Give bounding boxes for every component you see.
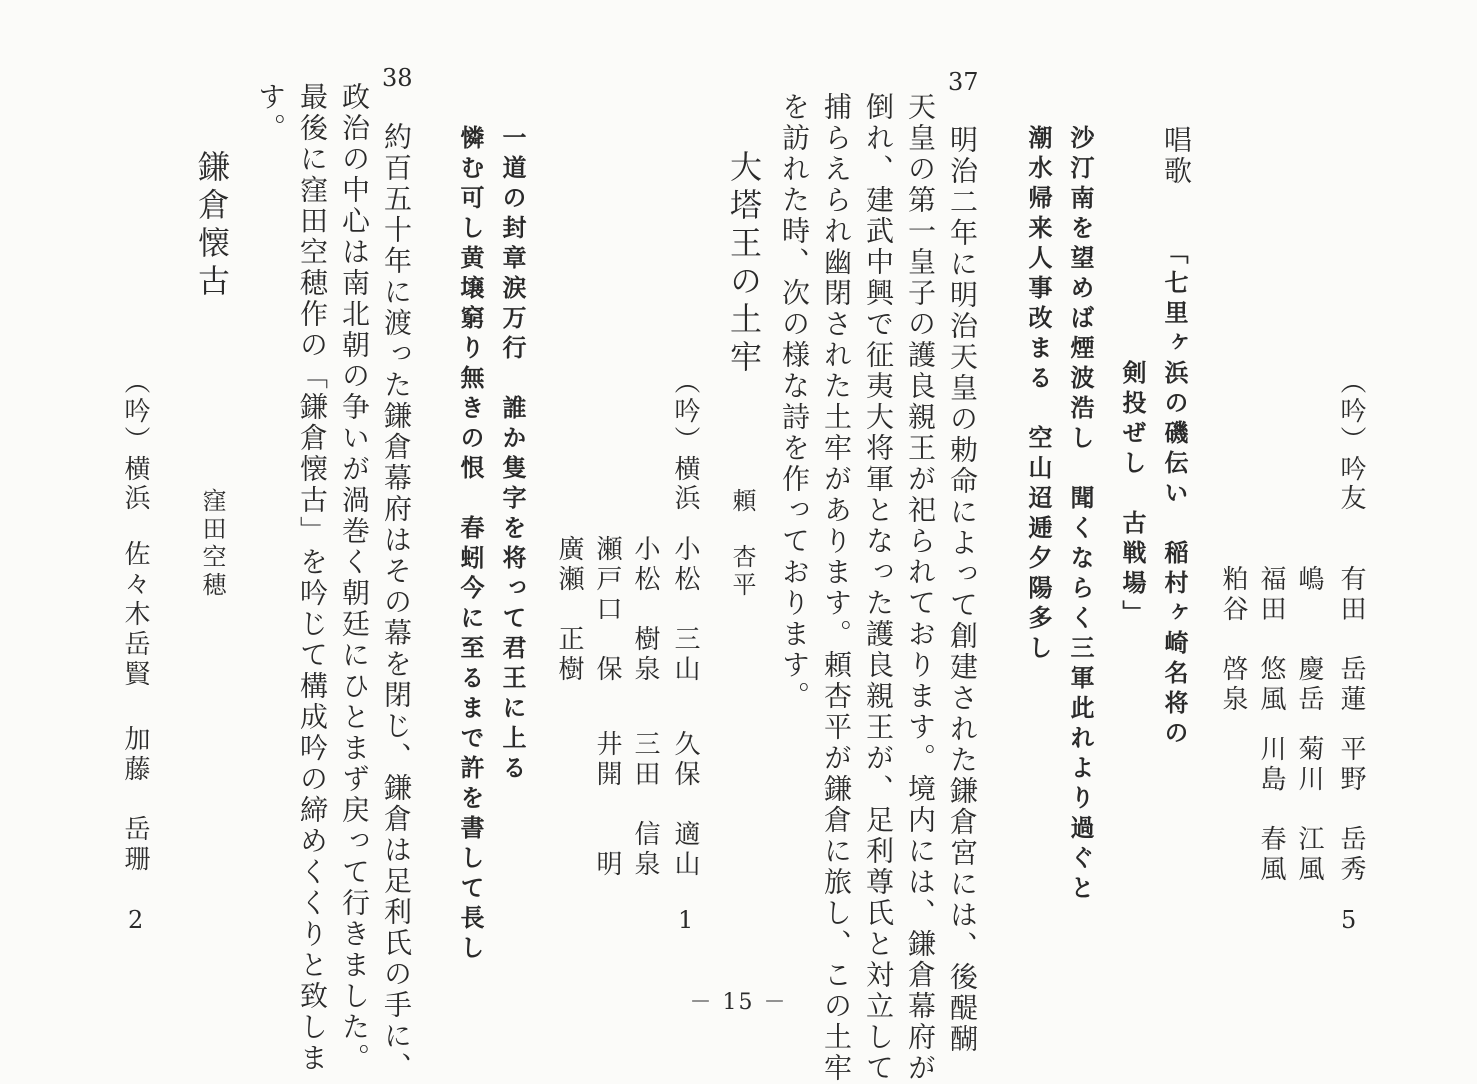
narration-line: を訪れた時、次の様な詩を作っております。 xyxy=(778,92,811,712)
item-number: 37 xyxy=(948,68,979,96)
sec5-group-label: （吟）吟友 xyxy=(1336,368,1366,513)
member-name: 粕谷 啓泉 xyxy=(1218,565,1248,715)
item-number: 2 xyxy=(128,906,144,934)
song-label: 唱歌 xyxy=(1160,125,1193,187)
member-name: 廣瀬 正樹 xyxy=(554,535,584,685)
poem-title: 鎌倉懐古 xyxy=(193,150,231,302)
poem-author: 窪田空穂 xyxy=(198,488,226,600)
song-title-cont: 剣投ぜし 古戦場」 xyxy=(1118,360,1146,630)
item-number: 5 xyxy=(1341,906,1357,934)
member-name: 井開 明 xyxy=(592,730,622,880)
page-number: － 15 － xyxy=(689,990,788,1015)
member-name: 有田 岳蓮 xyxy=(1336,565,1366,715)
group-label: （吟）横浜 xyxy=(670,368,700,513)
narration-line: す。 xyxy=(254,82,287,144)
narration-line: 最後に窪田空穂作の「鎌倉懐古」を吟じて構成吟の締めくくりと致しま xyxy=(296,82,329,1074)
poem-line: 憐む可し黄壌窮り無きの恨 春蚓今に至るまで許を書して長し xyxy=(456,125,484,965)
narration-line: 天皇の第一皇子の護良親王が祀られております。境内には、鎌倉幕府が xyxy=(904,92,937,1084)
member-name: 瀬戸口 保 xyxy=(592,535,622,685)
member-name: 川島 春風 xyxy=(1256,735,1286,885)
member-name: 三田 信泉 xyxy=(630,730,660,880)
narration-line: 約百五十年に渡った鎌倉幕府はその幕を閉じ、鎌倉は足利氏の手に、 xyxy=(380,122,413,1083)
poem-title: 大塔王の土牢 xyxy=(725,150,763,378)
member-name: 菊川 江風 xyxy=(1294,735,1324,885)
narration-line: 明治二年に明治天皇の勅命によって創建された鎌倉宮には、後醍醐 xyxy=(946,125,979,1055)
song-title: 「七里ヶ浜の磯伝い 稲村ヶ崎名将の xyxy=(1160,240,1188,750)
item-number: 38 xyxy=(382,64,413,92)
poem-author: 頼 杏平 xyxy=(728,488,756,600)
member-name: 平野 岳秀 xyxy=(1336,735,1366,885)
member-name: 久保 適山 xyxy=(670,730,700,880)
member-name: 小松 三山 xyxy=(670,535,700,685)
group-label: （吟）横浜 xyxy=(120,368,150,513)
poem-line: 潮水帰来人事改まる 空山迢逓夕陽多し xyxy=(1024,125,1052,665)
member-name: 加藤 岳珊 xyxy=(120,725,150,875)
member-name: 嶋 慶岳 xyxy=(1294,565,1324,715)
member-name: 福田 悠風 xyxy=(1256,565,1286,715)
member-name: 佐々木岳賢 xyxy=(120,540,150,690)
member-name: 小松 樹泉 xyxy=(630,535,660,685)
narration-line: 捕らえられ幽閉された土牢があります。頼杏平が鎌倉に旅し、この土牢 xyxy=(820,92,853,1084)
item-number: 1 xyxy=(678,906,694,934)
poem-line: 一道の封章涙万行 誰か隻字を将って君王に上る xyxy=(498,125,526,785)
narration-line: 倒れ、建武中興で征夷大将軍となった護良親王が、足利尊氏と対立して xyxy=(862,92,895,1084)
poem-line: 沙汀南を望めば煙波浩し 聞くならく三軍此れより過ぐと xyxy=(1066,125,1094,905)
narration-line: 政治の中心は南北朝の争いが渦巻く朝廷にひとまず戻って行きました。 xyxy=(338,82,371,1074)
